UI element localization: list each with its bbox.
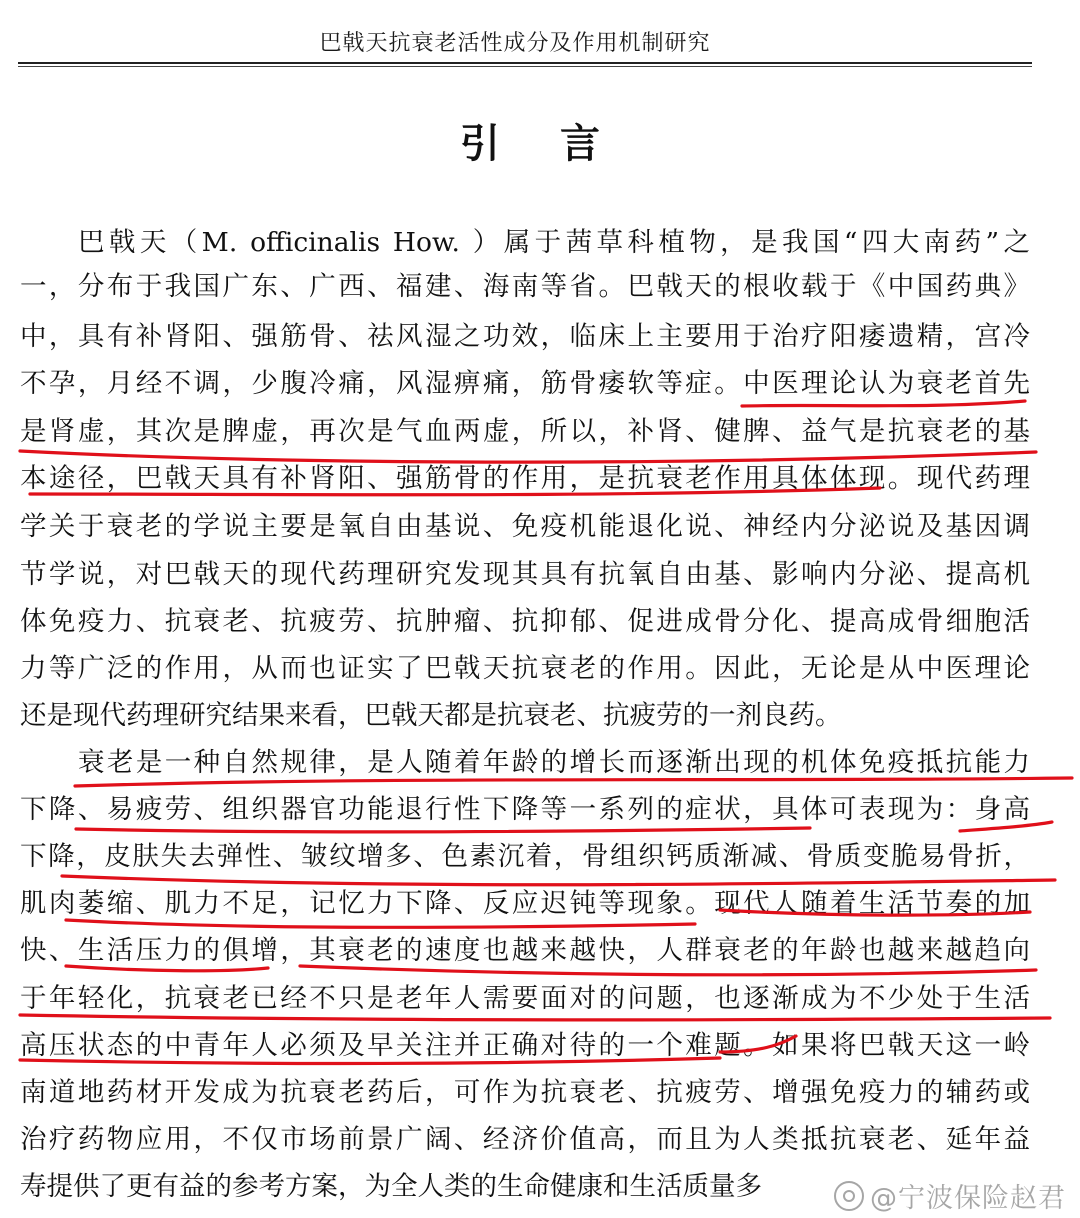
watermark-text: @宁波保险赵君 xyxy=(870,1183,1066,1214)
paragraph-1-line-7: 学关于衰老的学说主要是氧自由基说、免疫机能退化说、神经内分泌说及基因调 xyxy=(20,511,1030,542)
weibo-icon xyxy=(834,1181,864,1211)
header-rule xyxy=(18,62,1032,64)
section-title: 引言 xyxy=(460,120,660,167)
paragraph-1-line-4: 不孕，月经不调，少腹冷痛，风湿痹痛，筋骨痿软等症。中医理论认为衰老首先 xyxy=(20,368,1030,399)
paragraph-2-line-7: 高压状态的中青年人必须及早关注并正确对待的一个难题。如果将巴戟天这一岭 xyxy=(20,1030,1030,1061)
paragraph-2-line-1: 衰老是一种自然规律，是人随着年龄的增长而逐渐出现的机体免疫抵抗能力 xyxy=(78,747,1030,778)
running-header: 巴戟天抗衰老活性成分及作用机制研究 xyxy=(319,31,711,56)
paragraph-1-line-10: 力等广泛的作用，从而也证实了巴戟天抗衰老的作用。因此，无论是从中医理论 xyxy=(20,653,1030,684)
paragraph-1-line-3: 中，具有补肾阳、强筋骨、祛风湿之功效，临床上主要用于治疗阳痿遗精，宫冷 xyxy=(20,321,1030,352)
paragraph-2-line-3: 下降，皮肤失去弹性、皱纹增多、色素沉着，骨组织钙质渐减、骨质变脆易骨折， xyxy=(20,841,1030,872)
paragraph-2-line-10: 寿提供了更有益的参考方案，为全人类的生命健康和生活质量多 xyxy=(20,1171,762,1202)
paragraph-1-line-9: 体免疫力、抗衰老、抗疲劳、抗肿瘤、抗抑郁、促进成骨分化、提高成骨细胞活 xyxy=(20,606,1030,637)
paragraph-1-line-8: 节学说，对巴戟天的现代药理研究发现其具有抗氧自由基、影响内分泌、提高机 xyxy=(20,559,1030,590)
paragraph-2-line-4: 肌肉萎缩、肌力不足，记忆力下降、反应迟钝等现象。现代人随着生活节奏的加 xyxy=(20,888,1030,919)
paragraph-2-line-6: 于年轻化，抗衰老已经不只是老年人需要面对的问题，也逐渐成为不少处于生活 xyxy=(20,983,1030,1014)
paragraph-2-line-8: 南道地药材开发成为抗衰老药后，可作为抗衰老、抗疲劳、增强免疫力的辅药或 xyxy=(20,1077,1030,1108)
paragraph-1-line-11: 还是现代药理研究结果来看，巴戟天都是抗衰老、抗疲劳的一剂良药。 xyxy=(20,700,842,731)
watermark xyxy=(834,1176,1066,1215)
paragraph-2-line-9: 治疗药物应用，不仅市场前景广阔、经济价值高，而且为人类抵抗衰老、延年益 xyxy=(20,1124,1030,1155)
paragraph-1-line-1: 巴戟天（M. officinalis How. ）属于茜草科植物，是我国“四大南药”之 xyxy=(78,227,1030,258)
paragraph-1-line-2: 一，分布于我国广东、广西、福建、海南等省。巴戟天的根收载于《中国药典》 xyxy=(20,271,1030,302)
header-rule-thin xyxy=(18,66,1032,67)
paragraph-2-line-2: 下降、易疲劳、组织器官功能退行性下降等一系列的症状，具体可表现为：身高 xyxy=(20,794,1030,825)
paragraph-1-line-6: 本途径，巴戟天具有补肾阳、强筋骨的作用，是抗衰老作用具体体现。现代药理 xyxy=(20,463,1030,494)
paragraph-1-line-5: 是肾虚，其次是脾虚，再次是气血两虚，所以，补肾、健脾、益气是抗衰老的基 xyxy=(20,416,1030,447)
paragraph-2-line-5: 快、生活压力的俱增，其衰老的速度也越来越快，人群衰老的年龄也越来越趋向 xyxy=(20,935,1030,966)
